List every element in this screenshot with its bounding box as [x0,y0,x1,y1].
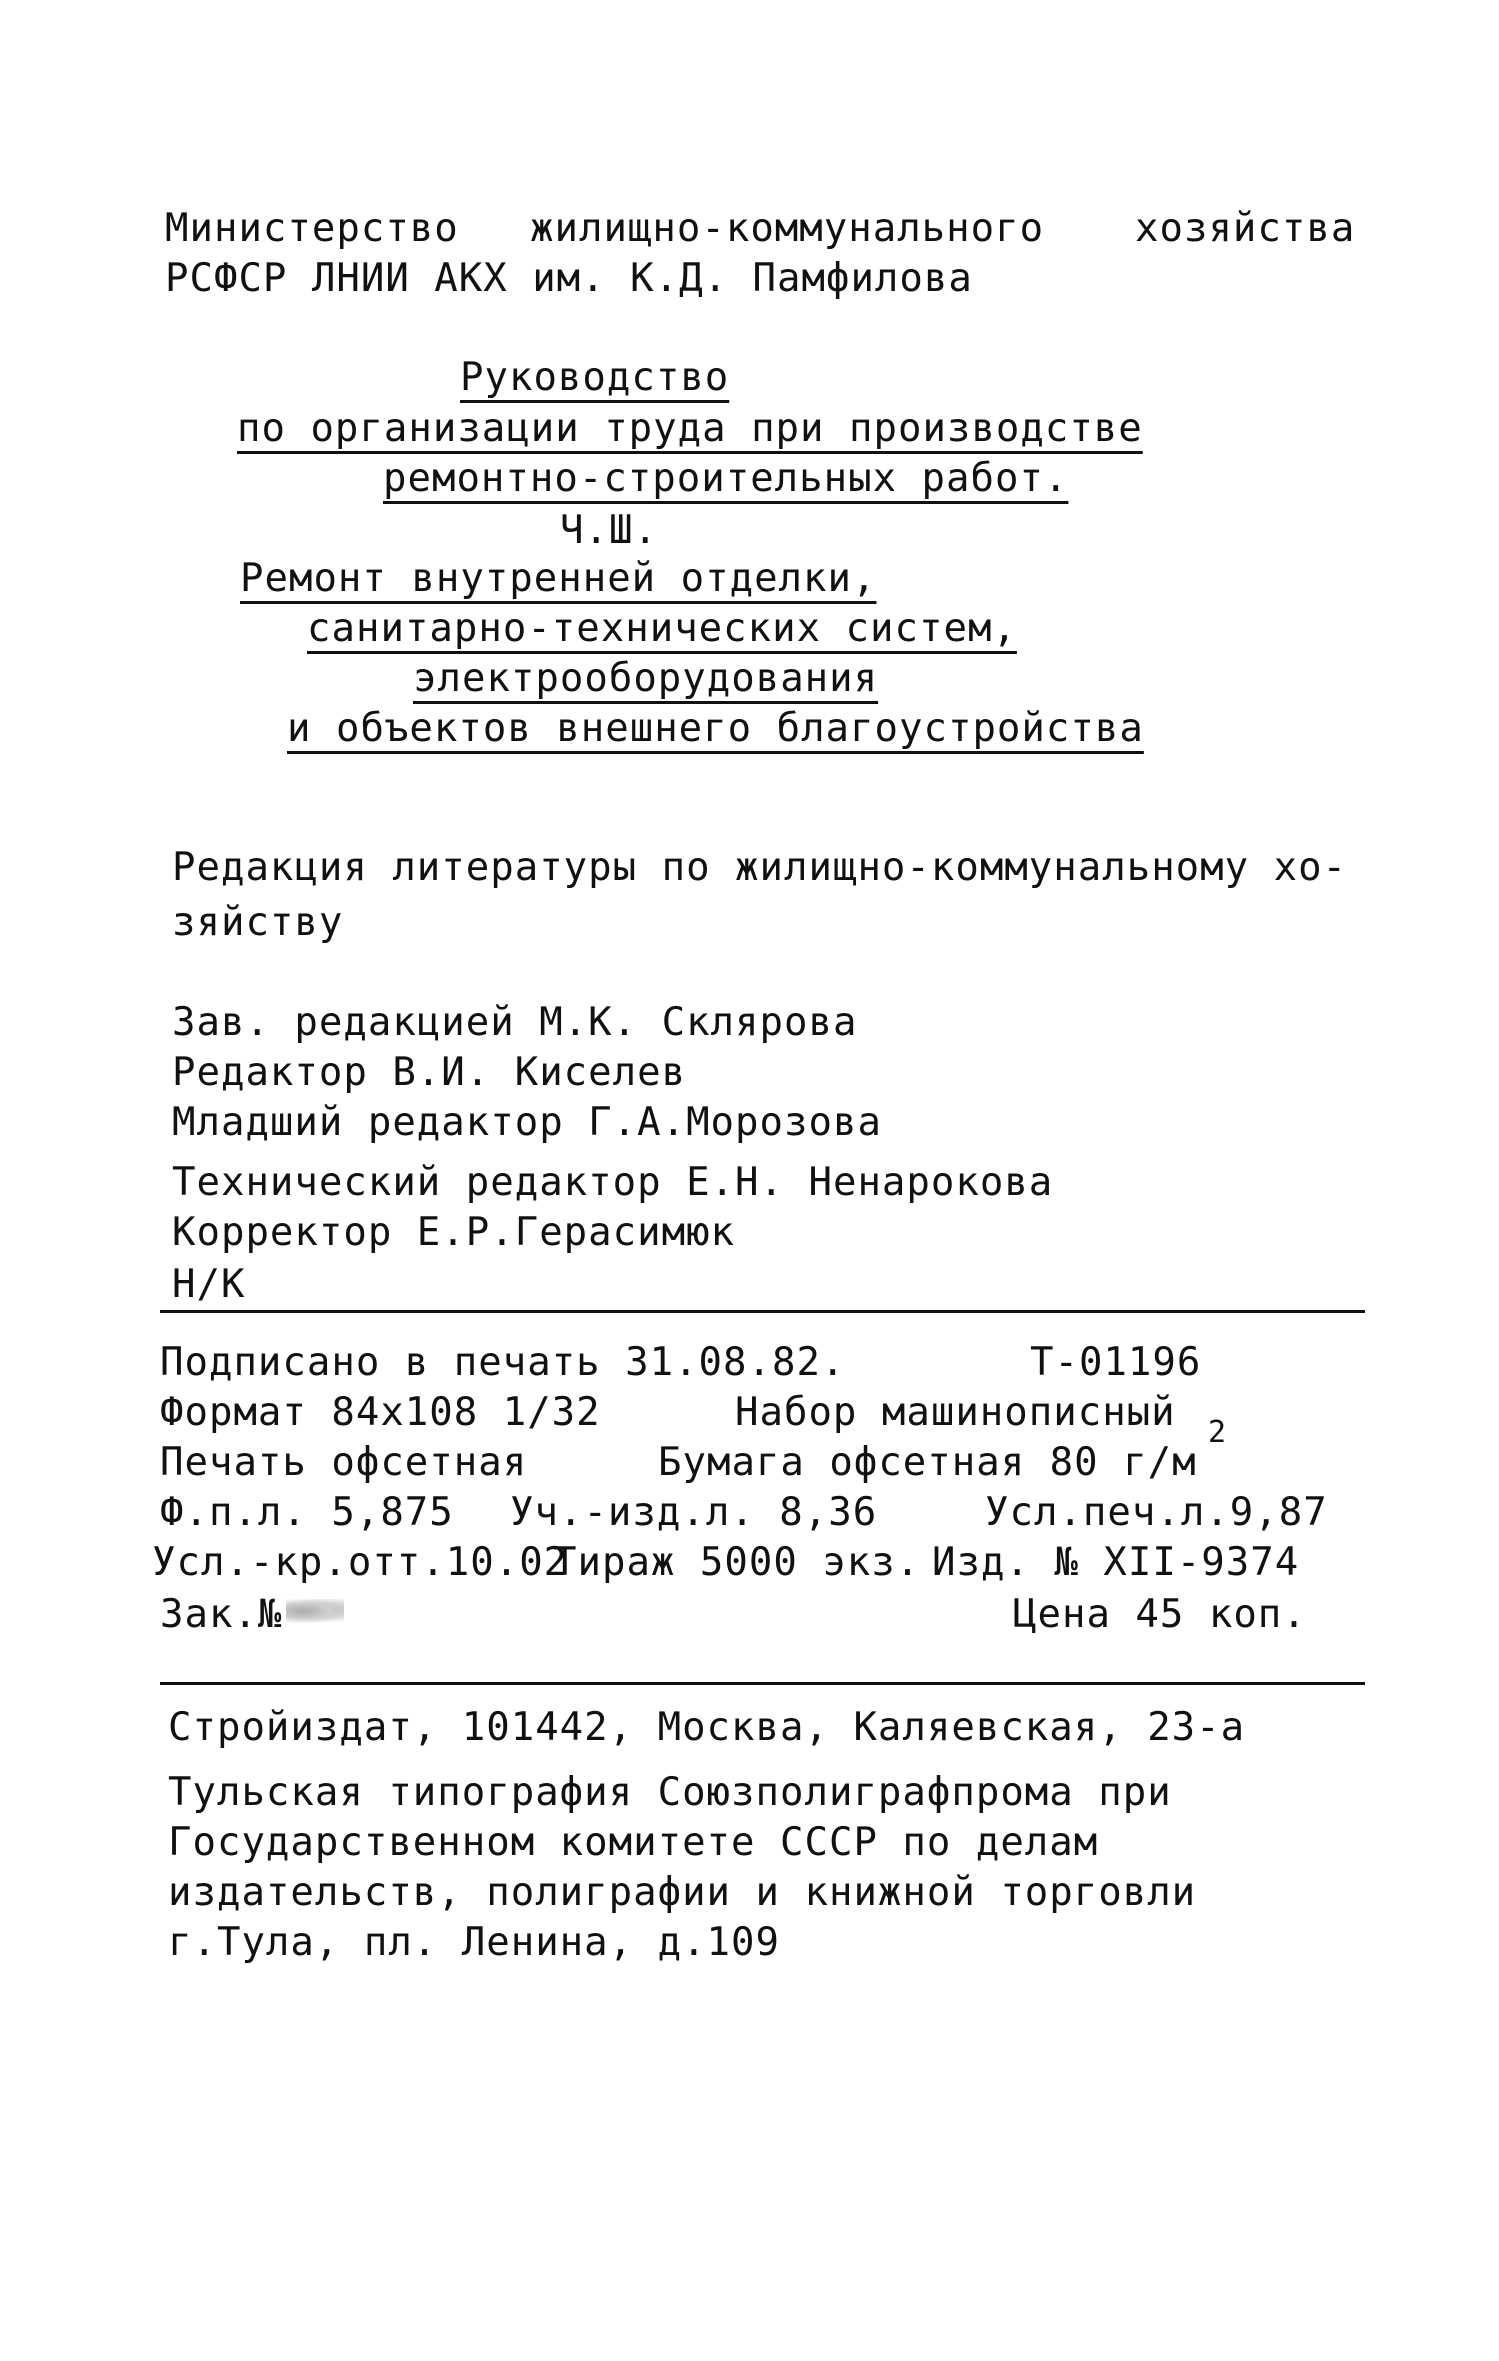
title-line-2: по организации труда при производстве [237,406,1143,451]
staff-junior-editor: Младший редактор Г.А.Морозова [172,1100,882,1145]
printer-line-3: издательств, полиграфии и книжной торговли [168,1870,1197,1915]
printer-line-4: г.Тула, пл. Ленина, д.109 [168,1920,780,1965]
title-part-number: Ч.Ш. [560,508,658,553]
print-paper: Бумага офсетная 80 г/м [658,1440,1197,1485]
title-line-8: и объектов внешнего благоустройства [287,706,1144,751]
order-number-smudge [286,1599,344,1623]
publisher-address: Стройиздат, 101442, Москва, Каляевская, 23-а [168,1705,1246,1750]
staff-nk: Н/К [172,1262,246,1307]
print-printing: Печать офсетная [160,1440,528,1485]
print-typeset: Набор машинописный [735,1390,1176,1435]
header-ministry: Министерство [165,206,459,251]
staff-technical-editor: Технический редактор Е.Н. Ненарокова [172,1160,1054,1205]
staff-corrector: Корректор Е.Р.Герасимюк [172,1210,736,1255]
print-format: Формат 84х108 1/32 [160,1390,601,1435]
print-signed: Подписано в печать 31.08.82. [160,1340,846,1385]
staff-editor: Редактор В.И. Киселев [172,1050,687,1095]
print-price: Цена 45 коп. [1013,1592,1307,1637]
print-uslkr: Усл.-кр.отт.10.02 [152,1540,569,1585]
staff-chief-editor: Зав. редакцией М.К. Склярова [172,1000,858,1045]
editorial-line-2: зяйству [172,900,344,945]
divider-rule-1 [160,1310,1365,1313]
title-line-1: Руководство [460,355,730,400]
print-uchizd: Уч.-изд.л. 8,36 [510,1490,878,1535]
print-tirazh: Тираж 5000 экз. [553,1540,921,1585]
editorial-line-1: Редакция литературы по жилищно-коммунальному хо- [172,845,1348,890]
title-line-7: электрооборудования [413,656,879,701]
header-institute: РСФСР ЛНИИ АКХ им. К.Д. Памфилова [165,256,973,301]
title-line-3: ремонтно-строительных работ. [383,456,1069,501]
print-paper-exponent: 2 [1208,1415,1227,1450]
header-ministry-end: хозяйства [1135,206,1356,251]
print-order-number [160,1592,344,1638]
divider-rule-2 [160,1682,1365,1685]
print-code: Т-01196 [1030,1340,1202,1385]
print-order-label: Зак.№ [160,1592,283,1637]
printer-line-1: Тульская типография Союзполиграфпрома при [168,1770,1172,1815]
title-line-6: санитарно-технических систем, [307,606,1017,651]
print-izd: Изд. № XII-9374 [932,1540,1300,1585]
title-line-5: Ремонт внутренней отделки, [240,556,877,601]
print-fpl: Ф.п.л. 5,875 [160,1490,454,1535]
header-ministry-mid: жилищно-коммунального [530,206,1045,251]
printer-line-2: Государственном комитете СССР по делам [168,1820,1099,1865]
print-uslpech: Усл.печ.л.9,87 [985,1490,1328,1535]
